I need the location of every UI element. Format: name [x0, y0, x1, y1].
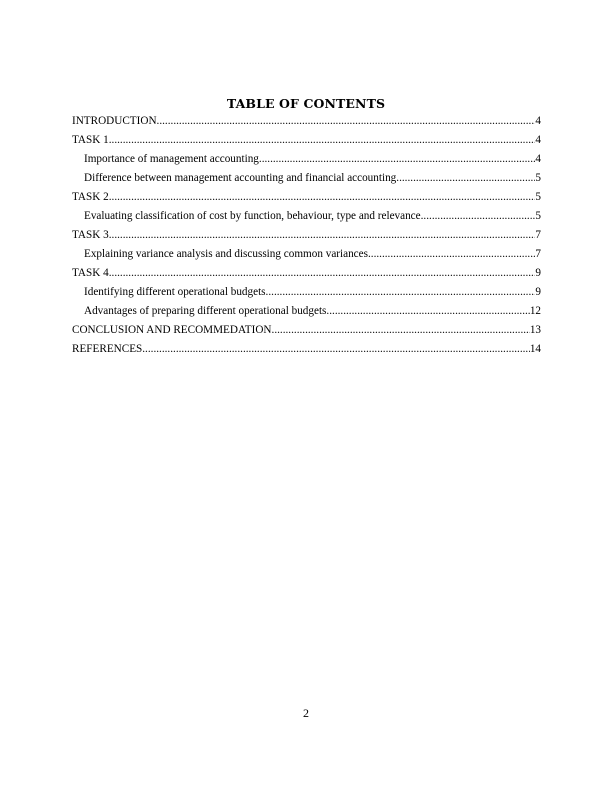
table-of-contents: [72, 114, 541, 361]
toc-entry-label: TASK 3: [72, 229, 109, 241]
toc-title: TABLE OF CONTENTS: [226, 96, 386, 111]
dot-leader: [368, 247, 535, 261]
toc-entry-explaining-variance-analysis[interactable]: [72, 247, 541, 266]
toc-entry-label: Explaining variance analysis and discussing common variances: [84, 248, 368, 260]
toc-entry-label: TASK 4: [72, 267, 109, 279]
toc-entry-task-2[interactable]: [72, 190, 541, 209]
toc-entry-label: Evaluating classification of cost by function, behaviour, type and relevance: [84, 210, 421, 222]
toc-entry-label: REFERENCES: [72, 343, 143, 355]
dot-leader: [109, 228, 536, 242]
toc-entry-importance-of-management-accounting[interactable]: [72, 152, 541, 171]
dot-leader: [109, 266, 536, 280]
toc-entry-page: 9: [535, 286, 541, 298]
toc-entry-task-1[interactable]: [72, 133, 541, 152]
toc-entry-label: Identifying different operational budgets: [84, 286, 266, 298]
toc-entry-advantages-operational-budgets[interactable]: [72, 304, 541, 323]
toc-entry-label: TASK 2: [72, 191, 109, 203]
toc-entry-page: 14: [529, 343, 541, 355]
toc-entry-references[interactable]: [72, 342, 541, 361]
dot-leader: [109, 133, 536, 147]
dot-leader: [157, 114, 536, 128]
toc-entry-difference-management-financial-accounting[interactable]: [72, 171, 541, 190]
toc-entry-page: 4: [535, 134, 541, 146]
toc-entry-introduction[interactable]: [72, 114, 541, 133]
toc-entry-identifying-operational-budgets[interactable]: [72, 285, 541, 304]
toc-entry-task-3[interactable]: [72, 228, 541, 247]
dot-leader: [326, 304, 529, 318]
toc-entry-conclusion[interactable]: [72, 323, 541, 342]
dot-leader: [109, 190, 536, 204]
toc-entry-page: 4: [535, 153, 541, 165]
dot-leader: [142, 342, 530, 356]
toc-entry-label: INTRODUCTION: [72, 115, 157, 127]
dot-leader: [421, 209, 536, 223]
dot-leader: [266, 285, 536, 299]
toc-entry-page: 5: [535, 172, 541, 184]
dot-leader: [259, 152, 536, 166]
toc-entry-evaluating-classification-of-cost[interactable]: [72, 209, 541, 228]
toc-entry-page: 4: [535, 115, 541, 127]
toc-entry-task-4[interactable]: [72, 266, 541, 285]
toc-entry-label: CONCLUSION AND RECOMMEDATION: [72, 324, 272, 336]
toc-entry-page: 12: [529, 305, 541, 317]
dot-leader: [396, 171, 535, 185]
dot-leader: [272, 323, 530, 337]
toc-entry-page: 5: [535, 191, 541, 203]
toc-entry-page: 7: [535, 248, 541, 260]
page-number: 2: [303, 706, 309, 720]
toc-entry-label: TASK 1: [72, 134, 109, 146]
toc-entry-page: 5: [535, 210, 541, 222]
toc-entry-page: 9: [535, 267, 541, 279]
toc-entry-page: 13: [529, 324, 541, 336]
toc-entry-label: Importance of management accounting: [84, 153, 259, 165]
toc-entry-label: Advantages of preparing different operational budgets: [84, 305, 327, 317]
toc-entry-label: Difference between management accounting and financial accounting: [84, 172, 397, 184]
toc-entry-page: 7: [535, 229, 541, 241]
